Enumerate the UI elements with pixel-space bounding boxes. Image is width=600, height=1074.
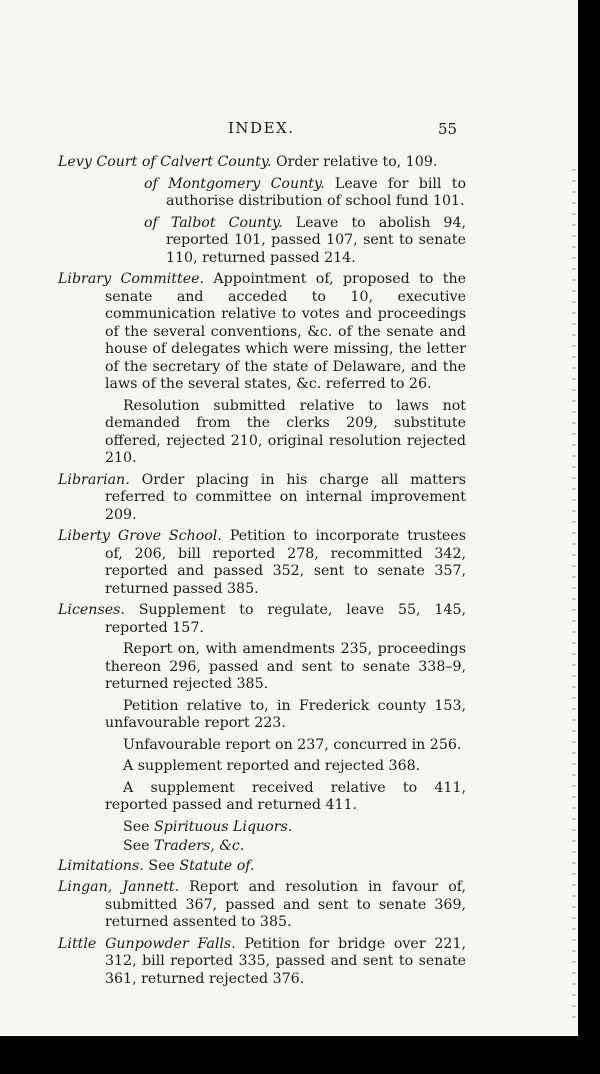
entry-heading: Limitations.: [58, 857, 144, 874]
entry-heading: of Talbot County.: [144, 214, 283, 231]
entry-heading: Little Gunpowder Falls.: [58, 935, 236, 952]
index-continuation: Petition relative to, in Frederick county 153, unfavourable report 223.: [105, 697, 466, 731]
entry-text: Petition for bridge over 221, 312, bill reported 335, passed and sent to senate 361, returned rejected 376.: [105, 935, 466, 987]
index-continuation: Resolution submitted relative to laws not demanded from the clerks 209, substitute offered, rejected 210, original resolution rejected 210.: [105, 397, 466, 466]
entry-text: Order relative to, 109.: [275, 154, 438, 170]
see-label: See: [123, 838, 150, 854]
see-reference: [58, 819, 466, 837]
see-target: Traders, &c.: [154, 838, 245, 854]
entry-text: Report and resolution in favour of, submitted 367, passed and sent to senate 369, returned assented to 385.: [105, 879, 466, 930]
index-entry: [58, 528, 466, 598]
index-continuation: Report on, with amendments 235, proceedings thereon 296, passed and sent to senate 338–9, returned rejected 385.: [105, 641, 466, 692]
page-title: INDEX.: [228, 119, 295, 137]
index-entry: [58, 472, 466, 525]
index-subentry: [144, 176, 466, 211]
page-header: [0, 119, 578, 141]
index-entry: [58, 602, 466, 637]
entry-reference: Statute of.: [179, 857, 255, 874]
entry-text: See: [148, 857, 175, 874]
entry-text: Order placing in his charge all matters referred to committee on internal improvement 209.: [105, 471, 466, 523]
entry-text: Leave to abolish 94, reported 101, passed 107, sent to senate 110, returned passed 214.: [166, 214, 466, 266]
index-entry: [58, 858, 466, 876]
entry-heading: Liberty Grove School.: [58, 528, 222, 544]
index-entry: [58, 879, 466, 932]
entry-heading: Librarian.: [58, 471, 130, 488]
index-continuation: A supplement reported and rejected 368.: [123, 758, 421, 774]
entry-text: Appointment of, proposed to the senate and acceded to 10, executive communication relative to votes and proceedings of the several conventions, &c. of the senate and house of delegates which were missing, the letter of the secretary of the state of Delaware, and the laws of the several states, &c. referred to 26.: [105, 271, 467, 392]
entry-text: Petition to incorporate trustees of, 206, bill reported 278, recommitted 342, reported and passed 352, sent to senate 357, returned passed 385.: [105, 528, 466, 597]
index-continuation: Unfavourable report on 237, concurred in 256.: [123, 736, 462, 753]
entry-heading: Licenses.: [58, 602, 125, 618]
see-label: See: [123, 818, 150, 835]
index-continuation: A supplement received relative to 411, reported passed and returned 411.: [105, 779, 466, 813]
entry-text: Supplement to regulate, leave 55, 145, reported 157.: [105, 602, 466, 636]
see-target: Spirituous Liquors.: [154, 818, 293, 835]
index-entry: [58, 936, 466, 989]
entry-heading: Levy Court of Calvert County.: [58, 154, 272, 170]
index-subentry: [144, 215, 466, 268]
page-number: 55: [438, 120, 458, 138]
index-body: [58, 154, 466, 992]
entry-text: Leave for bill to authorise distribution of school fund 101.: [166, 175, 467, 209]
index-entry: [58, 154, 466, 172]
index-entry: [58, 271, 466, 394]
page-edge-shadow: [572, 160, 576, 1020]
see-reference: [58, 838, 466, 856]
entry-heading: of Montgomery County.: [144, 175, 325, 192]
entry-heading: Lingan, Jannett.: [58, 879, 180, 895]
entry-heading: Library Committee.: [58, 271, 205, 287]
